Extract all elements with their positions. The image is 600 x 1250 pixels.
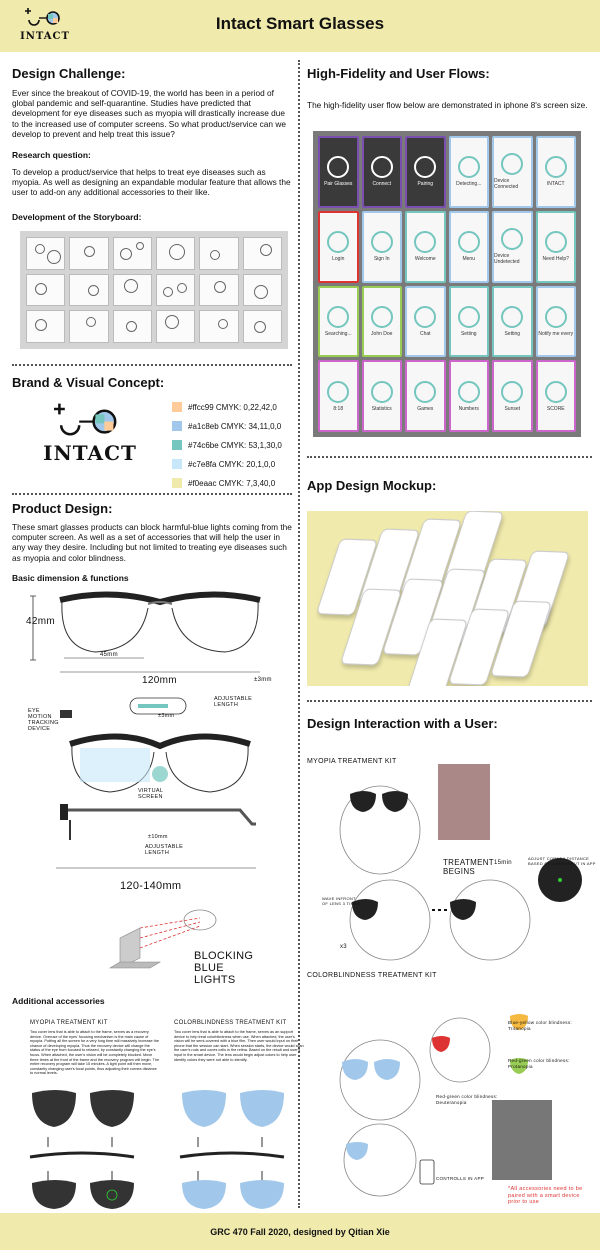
storyboard-frame <box>243 237 282 270</box>
controls-in-app-label: CONTROLLS IN APP <box>436 1176 485 1181</box>
color-swatch-label: #f0eaac CMYK: 7,3,40,0 <box>188 478 276 488</box>
screen-title: Detecting... <box>456 181 482 188</box>
page-title: Intact Smart Glasses <box>215 14 385 33</box>
screen-graphic <box>414 381 436 403</box>
screen-graphic <box>414 231 436 253</box>
product-body: These smart glasses products can block harmful-blue lights coming from the computer screen. As well as a set of accessories that will help the user in any way they desire. Including but not limited to treating eye diseases such as myopia and color blindness. <box>12 522 292 563</box>
color-swatch-label: #ffcc99 CMYK: 0,22,42,0 <box>188 402 277 412</box>
product-heading: Product Design: <box>12 501 113 516</box>
deuteranopia-label: Red-green color blindness: Deuteranopia <box>436 1094 498 1105</box>
storyboard-frame <box>69 237 108 270</box>
flow-screen <box>492 136 533 208</box>
flow-screen <box>492 211 533 283</box>
screen-title: Games <box>417 405 434 412</box>
eye-tracking-label: EYE MOTION TRACKING DEVICE <box>28 708 59 732</box>
storyboard-frame <box>26 310 65 343</box>
flow-screen <box>405 286 446 358</box>
screen-graphic <box>501 228 523 250</box>
interaction-myopia-kit: MYOPIA TREATMENT KIT <box>307 758 397 765</box>
screen-graphic <box>501 306 523 328</box>
screen-graphic <box>458 231 480 253</box>
storyboard-frame <box>113 237 152 270</box>
accessories-illustration <box>20 1085 300 1210</box>
storyboard-frame <box>243 274 282 307</box>
wave-infront-label: WAVE INFRONT OF LENS 3 TIMES <box>322 896 361 906</box>
dim-width-label: 120mm <box>142 675 177 686</box>
section-divider <box>12 364 292 366</box>
color-swatch-label: #a1c8eb CMYK: 34,11,0,0 <box>188 421 282 431</box>
color-kit-body: Two cover lens that is able to attach to the frame, serves as an support device to help treat colorblindness when use. When attached, the user's vision will be semi-covered with a blue film. Then user would input on their phone that the session can start. When session starts, the device would scan the user's rods and cones cells in the retina. Based on the result and user's input in the smart device. The lens would begin adjust colors to help user identify colors they were not able to identify. <box>174 1030 304 1062</box>
interaction-illustration <box>320 760 590 1220</box>
flow-screen <box>449 286 490 358</box>
screen-graphic <box>371 156 393 178</box>
screen-graphic <box>414 156 436 178</box>
glasses-logo-icon <box>50 400 130 436</box>
color-swatch <box>172 440 182 450</box>
research-question-label: Research question: <box>12 150 91 160</box>
flow-screen <box>362 211 403 283</box>
app-mockup-heading: App Design Mockup: <box>307 478 437 493</box>
protanopia-label: Red-green color blindness: Protanopia <box>508 1058 570 1069</box>
flow-screen <box>362 360 403 432</box>
brand-logo <box>40 400 140 465</box>
screen-title: Setting <box>460 330 477 337</box>
screen-title: Searching... <box>324 330 352 337</box>
screen-graphic <box>501 153 523 175</box>
flows-body: The high-fidelity user flow below are demonstrated in iphone 8's screen size. <box>307 100 588 110</box>
adjust-cornea-label: ADJUST CORNEA DISTANCE BASED ON USER INPUT IN APP <box>528 856 596 866</box>
screen-title: Chat <box>419 330 431 337</box>
flow-screen <box>449 136 490 208</box>
screen-title: Pair Glasses <box>324 181 353 188</box>
color-swatch-label: #74c6be CMYK: 53,1,30,0 <box>188 440 282 450</box>
dim-range-label: 120-140mm <box>120 880 182 892</box>
flow-screen <box>318 211 359 283</box>
screen-graphic <box>458 381 480 403</box>
design-challenge-body: Ever since the breakout of COVID-19, the world has been in a period of global pandemic and self-quarantine. Studies have predicted that development for eye diseases such as myopia will drastically increase due to the increased use of computer screens. So what product/service can we develop to prevent and help treat this issue? <box>12 88 286 139</box>
color-swatch-label: #c7e8fa CMYK: 20,1,0,0 <box>188 459 276 469</box>
storyboard-frame <box>26 237 65 270</box>
dim-tolerance-label: ±3mm <box>254 677 272 683</box>
screen-title: Sunset <box>504 405 521 412</box>
screen-graphic <box>501 381 523 403</box>
accessories-heading: Additional accessories <box>12 996 105 1006</box>
color-swatch <box>172 402 182 412</box>
color-swatch <box>172 478 182 488</box>
storyboard-frame <box>199 310 238 343</box>
pairing-note: *All accessories need to be paired with a smart device prior to use <box>508 1186 583 1205</box>
screen-graphic <box>545 381 567 403</box>
brand-logo-text: INTACT <box>43 441 137 465</box>
screen-title: John Doe <box>371 330 393 337</box>
storyboard-frame <box>113 274 152 307</box>
storyboard-frame <box>69 310 108 343</box>
flow-screen <box>362 136 403 208</box>
screen-title: Need Help? <box>542 256 569 263</box>
storyboard-frame <box>156 274 195 307</box>
storyboard-frame <box>199 274 238 307</box>
tolerance-10-label: ±10mm <box>148 834 168 840</box>
header-logo-text: INTACT <box>20 31 70 42</box>
screen-graphic <box>327 306 349 328</box>
screen-title: INTACT <box>546 181 565 188</box>
flow-screen <box>318 286 359 358</box>
flow-screen <box>536 360 577 432</box>
myopia-kit-illustration <box>30 1090 134 1209</box>
wave-count-label: x3 <box>340 944 347 950</box>
interaction-heading: Design Interaction with a User: <box>307 716 498 731</box>
blocking-blue-lights-label: BLOCKING BLUE LIGHTS <box>194 950 254 986</box>
header-band <box>0 0 600 52</box>
flow-screen <box>449 211 490 283</box>
storyboard-frame <box>26 274 65 307</box>
color-kit-title: COLORBLINDNESS TREATMENT KIT <box>174 1020 287 1026</box>
screen-graphic <box>371 381 393 403</box>
screen-graphic <box>327 231 349 253</box>
storyboard-grid <box>20 231 288 349</box>
tolerance-small-label: ±3mm <box>158 713 175 719</box>
section-divider <box>307 456 592 458</box>
interaction-color-kit: COLORBLINDNESS TREATMENT KIT <box>307 972 437 979</box>
screen-graphic <box>458 306 480 328</box>
screen-title: Login <box>332 256 345 263</box>
footer-credit: GRC 470 Fall 2020, designed by Qitian Xie <box>210 1226 390 1237</box>
storyboard-frame <box>156 310 195 343</box>
app-mockup-image <box>307 511 588 686</box>
screen-title: Connect <box>372 181 392 188</box>
tritanopia-label: Blue-yellow color blindness: Tritanopia <box>508 1020 572 1031</box>
adjustable-length-label-2: ADJUSTABLE LENGTH <box>145 844 184 856</box>
screen-title: Setting <box>504 330 521 337</box>
storyboard-frame <box>113 310 152 343</box>
screen-graphic <box>545 306 567 328</box>
screen-graphic <box>458 156 480 178</box>
storyboard-frame <box>243 310 282 343</box>
color-swatch-row <box>172 459 275 469</box>
color-swatch-row <box>172 402 277 412</box>
flow-screen <box>405 136 446 208</box>
dim-height-label: 42mm <box>26 616 55 627</box>
screen-title: Statistics <box>371 405 392 412</box>
screen-title: SCORE <box>546 405 565 412</box>
screen-title: Welcome <box>414 256 436 263</box>
color-swatch <box>172 421 182 431</box>
design-challenge-heading: Design Challenge: <box>12 66 126 81</box>
screen-title: Device Undetected <box>494 253 520 266</box>
screen-graphic <box>371 306 393 328</box>
storyboard-frame <box>69 274 108 307</box>
flow-screen <box>405 360 446 432</box>
storyboard-frame <box>199 237 238 270</box>
screen-title: Sign In <box>373 256 390 263</box>
flow-screen <box>449 360 490 432</box>
screen-graphic <box>545 231 567 253</box>
color-swatch-row <box>172 421 281 431</box>
flow-screen <box>492 360 533 432</box>
storyboard-heading: Development of the Storyboard: <box>12 212 142 222</box>
myopia-kit-title: MYOPIA TREATMENT KIT <box>30 1020 108 1026</box>
flow-screen <box>536 286 577 358</box>
flow-screen <box>318 360 359 432</box>
adjustable-length-label: ADJUSTABLE LENGTH <box>214 696 253 708</box>
flows-heading: High-Fidelity and User Flows: <box>307 66 490 81</box>
screen-title: Notify me every <box>538 330 574 337</box>
storyboard-frame <box>156 237 195 270</box>
myopia-kit-body: Two cover lens that is able to attach to the frame, serves as a recovery device. Overuse of the eyes' focusing mechanism is the main cause of myopia. Putting all the screen for a very long time will massively increase the chance of developing myopia. Thus the recovery device will change the status of the eye from focused to relaxed, by constantly changing the eye's focus. When attached, the user's vision will be completely blocked. Move three times at the front of the frame and the recovery program will begin. The entire recovery program will take 15 minutes. A light point will then move, constantly changing user's focal points, thus adjusting their cornea distance to normal levels. <box>30 1030 160 1076</box>
color-swatch-row <box>172 478 275 488</box>
screen-graphic <box>327 156 349 178</box>
treatment-begins-label: TREATMENT BEGINS <box>443 858 494 876</box>
column-divider <box>298 60 300 1208</box>
screen-graphic <box>545 156 567 178</box>
color-swatch <box>172 459 182 469</box>
screen-graphic <box>371 231 393 253</box>
research-question-body: To develop a product/service that helps to treat eye diseases such as myopia. As well as designing an expandable modular feature that allows the user to add-on any additional accessories to their like. <box>12 167 291 198</box>
section-divider <box>307 700 592 702</box>
flow-screen <box>492 286 533 358</box>
footer-band <box>0 1213 600 1250</box>
screen-title: Pairing <box>417 181 434 188</box>
screen-graphic <box>327 381 349 403</box>
section-divider <box>12 493 292 495</box>
screen-title: 8:18 <box>333 405 344 412</box>
user-flow-grid <box>313 131 581 437</box>
flow-screen <box>405 211 446 283</box>
screen-title: Numbers <box>458 405 479 412</box>
screen-title: Device Connected <box>494 178 519 191</box>
flow-screen <box>536 136 577 208</box>
screen-title: Menu <box>462 256 475 263</box>
flow-screen <box>318 136 359 208</box>
dim-lens-width-label: 45mm <box>100 652 118 658</box>
basic-dimension-heading: Basic dimension & functions <box>12 573 129 583</box>
color-swatch-row <box>172 440 282 450</box>
brand-heading: Brand & Visual Concept: <box>12 375 165 390</box>
flow-screen <box>536 211 577 283</box>
flow-screen <box>362 286 403 358</box>
treatment-time-label: 15min <box>494 860 512 866</box>
virtual-screen-label: VIRTUAL SCREEN <box>138 788 164 800</box>
screen-graphic <box>414 306 436 328</box>
colorblind-kit-illustration <box>180 1090 284 1209</box>
